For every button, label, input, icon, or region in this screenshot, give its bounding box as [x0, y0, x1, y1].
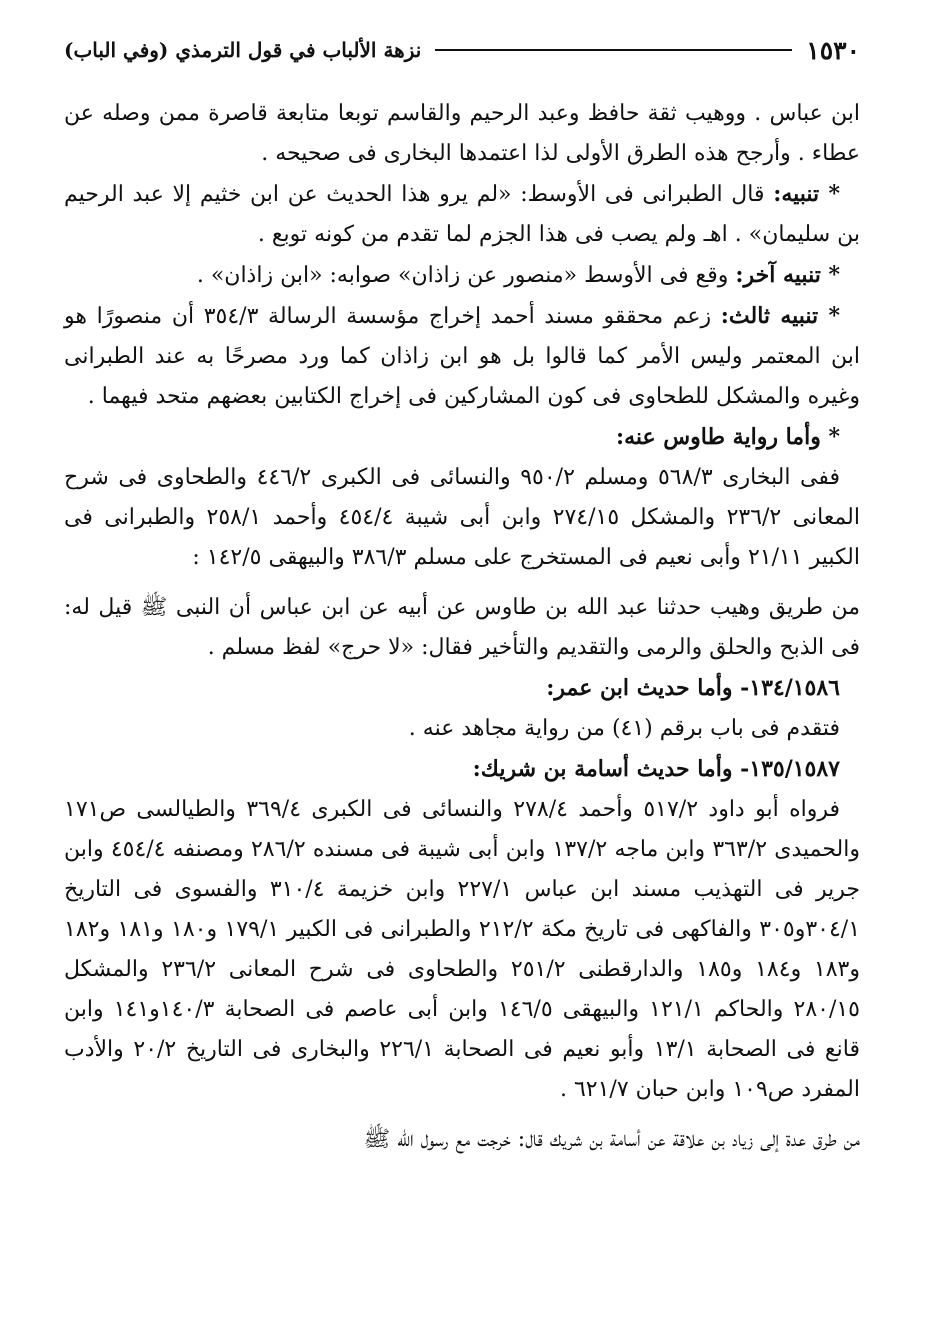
note-1 — [64, 174, 860, 255]
note-2 — [64, 255, 860, 296]
page-body — [64, 94, 860, 1160]
paragraph-hadith-wuhayb — [64, 588, 860, 668]
section-usama-heading — [64, 749, 860, 790]
section-tawus-heading — [64, 417, 860, 458]
paragraph-hadith-wuhayb-text: من طريق وهيب حدثنا عبد الله بن طاوس عن أبيه عن ابن عباس أن النبى ﷺ قيل له: فى الذبح والحلق والرمى والتقديم والتأخير فقال: «لا حرج» لفظ مسلم . — [64, 595, 860, 660]
paragraph-sources-usama — [64, 790, 860, 1110]
paragraph-ibn-umar-text: فتقدم فى باب برقم (٤١) من رواية مجاهد عنه . — [408, 716, 840, 741]
paragraph-sources-usama-text: فرواه أبو داود ٥١٧/٢ وأحمد ٢٧٨/٤ والنسائى فى الكبرى ٣٦٩/٤ والطيالسى ص١٧١ والحميدى ٣٦٣/٢ وابن ماجه ١٣٧/٢ وابن أبى شيبة فى مسنده ٢٨٦/٢ ومصنفه ٤٥٤/٤ وابن جرير فى التهذيب مسند ابن عباس ٢٢٧/١ وابن خزيمة ٣١٠/٤ والفسوى فى التاريخ ٣٠٤/١و٣٠٥ والفاكهى فى تاريخ مكة ٢١٢/٢ والطبرانى فى الكبير ١٧٩/١ و١٨٠ و١٨١ و١٨٢ و١٨٣ و١٨٤ و١٨٥ والدارقطنى ٢٥١/٢ والطحاوى فى شرح المعانى ٢٣٦/٢ والمشكل ٢٨٠/١٥ والحاكم ١٢١/١ والبيهقى ١٤٦/٥ وابن أبى عاصم فى الصحابة ١٤٠/٣و١٤١ وابن قانع فى الصحابة ١٣/١ وأبو نعيم فى الصحابة ٢٢٦/١ والبخارى فى التاريخ ٢٠/٢ والأدب المفرد ص١٠٩ وابن حبان ٦٢١/٧ . — [64, 797, 861, 1102]
section-ibn-umar-heading — [64, 668, 860, 709]
paragraph-1 — [64, 94, 860, 174]
section-usama-lead: ١٣٥/١٥٨٧- وأما حديث أسامة بن شريك: — [472, 756, 840, 782]
spacer — [64, 578, 860, 588]
paragraph-hadith-usama-text: من طرق عدة إلى زياد بن علاقة عن أسامة بن شريك قال: خرجت مع رسول الله ﷺ — [363, 1127, 860, 1152]
note-2-lead: * تنبيه آخر: — [735, 262, 840, 288]
paragraph-sources-tawus — [64, 458, 860, 578]
header-rule — [435, 49, 792, 51]
running-title: نزهة الألباب في قول الترمذي (وفي الباب) — [64, 38, 422, 62]
paragraph-sources-tawus-text: ففى البخارى ٥٦٨/٣ ومسلم ٩٥٠/٢ والنسائى فى الكبرى ٤٤٦/٢ والطحاوى فى شرح المعانى ٢٣٦/٢ والمشكل ٢٧٤/١٥ وابن أبى شيبة ٤٥٤/٤ وأحمد ٢٥٨/١ والطبرانى فى الكبير ٢١/١١ وأبى نعيم فى المستخرج على مسلم ٣٨٦/٣ والبيهقى ١٤٢/٥ : — [64, 465, 860, 570]
note-3-lead: * تنبيه ثالث: — [720, 303, 840, 329]
spacer — [64, 1110, 860, 1120]
note-2-text: وقع فى الأوسط «منصور عن زاذان» صوابه: «ابن زاذان» . — [196, 263, 736, 288]
page-header — [64, 30, 860, 70]
note-1-text: قال الطبرانى فى الأوسط: «لم يرو هذا الحديث عن ابن خثيم إلا عبد الرحيم بن سليمان» . اهـ ولم يصب فى هذا الجزم لما تقدم من كونه توبع . — [64, 182, 860, 247]
paragraph-1-text: ابن عباس . ووهيب ثقة حافظ وعبد الرحيم والقاسم توبعا متابعة قاصرة ممن وصله عن عطاء . وأرجح هذه الطرق الأولى لذا اعتمدها البخارى فى صحيحه . — [64, 101, 860, 166]
paragraph-ibn-umar — [64, 709, 860, 749]
section-ibn-umar-lead: ١٣٤/١٥٨٦- وأما حديث ابن عمر: — [546, 675, 840, 701]
note-1-lead: * تنبيه: — [773, 181, 841, 207]
note-3 — [64, 296, 860, 417]
paragraph-hadith-usama — [64, 1120, 860, 1160]
page-number: ١٥٣٠ — [806, 35, 860, 65]
note-3-text: زعم محققو مسند أحمد إخراج مؤسسة الرسالة ٣٥٤/٣ أن منصورًا هو ابن المعتمر وليس الأمر كما قالوا بل هو ابن زاذان كما ورد مصرحًا به عند الطبرانى وغيره والمشكل للطحاوى فى كون المشاركين فى إخراج الكتابين بعضهم متحد فيهما . — [64, 304, 860, 409]
section-tawus-lead: * وأما رواية طاوس عنه: — [615, 424, 840, 450]
